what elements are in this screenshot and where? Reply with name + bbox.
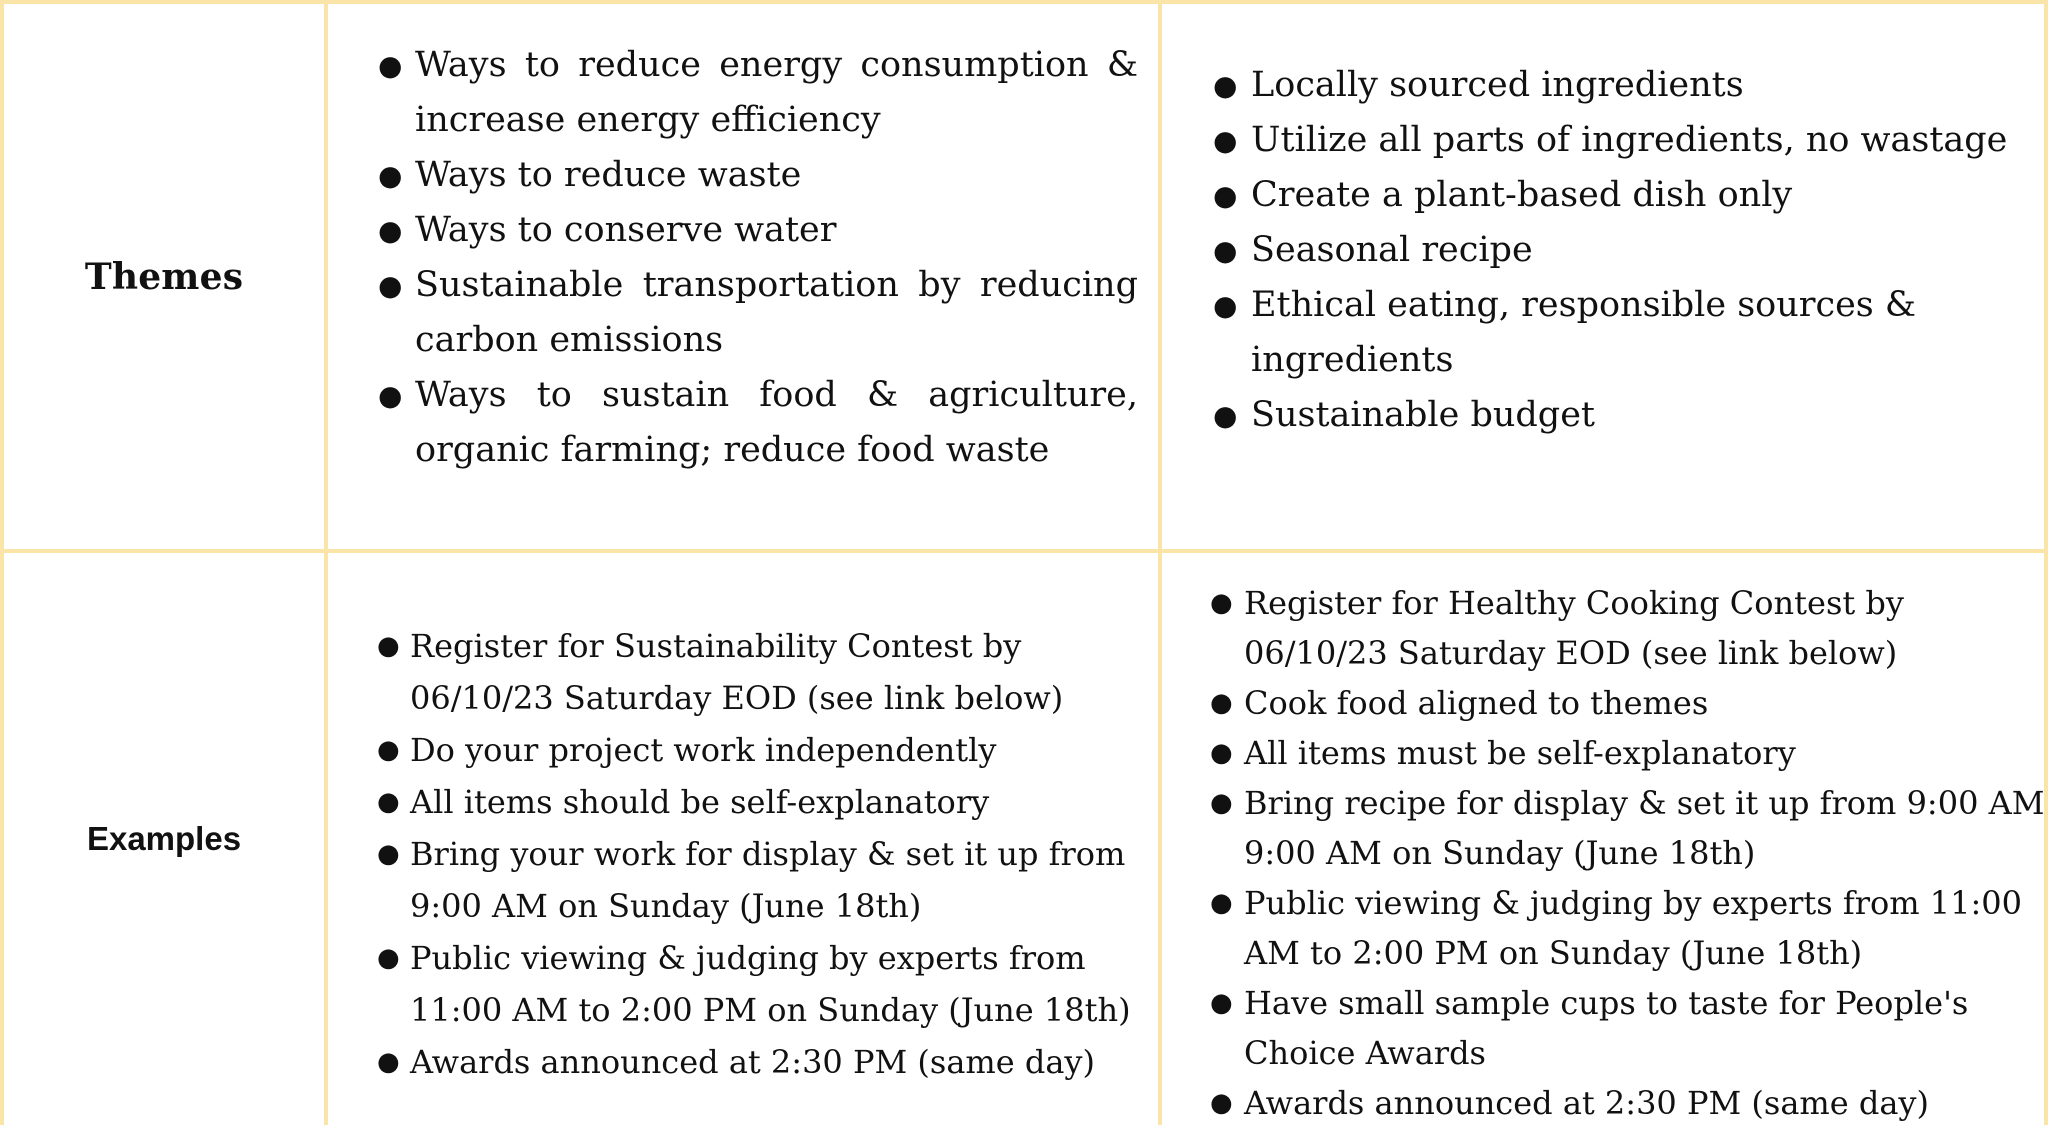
list-item: ● Create a plant-based dish only — [1213, 175, 1793, 215]
themes-cooking-list — [1213, 58, 2033, 443]
list-item: ● Utilize all parts of ingredients, no wastage — [1213, 120, 2008, 160]
list-item: ● Ways to sustain food & agriculture, organic farming; reduce food waste — [378, 375, 1138, 470]
list-item: ● Ways to conserve water — [378, 210, 837, 250]
examples-cooking-cell — [1210, 578, 2045, 1125]
list-item: ● Public viewing & judging by experts from 11:00 AM to 2:00 PM on Sunday (June 18th) — [377, 939, 1131, 1029]
list-item: ● Bring recipe for display & set it up from 9:00 AM 9:00 AM on Sunday (June 18th) — [1210, 784, 2045, 872]
list-item: ● Awards announced at 2:30 PM (same day) — [377, 1043, 1095, 1081]
list-item: ● Seasonal recipe — [1213, 230, 1533, 270]
list-item: ● Do your project work independently — [377, 731, 997, 769]
list-item: ● Ways to reduce energy consumption & increase energy efficiency — [378, 45, 1138, 140]
list-item: ● Have small sample cups to taste for People's Choice Awards — [1210, 984, 1969, 1072]
table-divider-middle — [1158, 0, 1162, 1125]
list-item: ● Public viewing & judging by experts from 11:00 AM to 2:00 PM on Sunday (June 18th) — [1210, 884, 2023, 972]
examples-sustainability-cell — [377, 620, 1147, 1100]
list-item: ● Awards announced at 2:30 PM (same day) — [1210, 1084, 1929, 1122]
row-label-themes — [4, 4, 324, 549]
list-item: ● Cook food aligned to themes — [1210, 684, 1709, 722]
examples-sustainability-list — [377, 620, 1147, 1088]
list-item: ● Ways to reduce waste — [378, 155, 802, 195]
row-label-text: Examples — [86, 820, 242, 857]
table-divider-label — [324, 0, 328, 1125]
list-item: ● Locally sourced ingredients — [1213, 65, 1744, 105]
row-label-examples — [4, 553, 324, 1125]
list-item: ● Ethical eating, responsible sources & ingredients — [1213, 285, 1917, 380]
list-item: ● Bring your work for display & set it up from 9:00 AM on Sunday (June 18th) — [377, 835, 1126, 925]
list-item: ● All items must be self-explanatory — [1210, 734, 1796, 772]
list-item: ● Register for Sustainability Contest by 06/10/23 Saturday EOD (see link below) — [377, 627, 1064, 717]
list-item: ● All items should be self-explanatory — [377, 783, 990, 821]
themes-sustainability-cell — [378, 38, 1138, 478]
list-item: ● Sustainable transportation by reducing carbon emissions — [378, 265, 1138, 360]
examples-cooking-list — [1210, 578, 2045, 1125]
themes-sustainability-list — [378, 38, 1138, 478]
row-label-text: Themes — [84, 255, 244, 298]
list-item: ● Register for Healthy Cooking Contest by 06/10/23 Saturday EOD (see link below) — [1210, 584, 1904, 672]
themes-cooking-cell — [1213, 58, 2033, 478]
list-item: ● Sustainable budget — [1213, 395, 1595, 435]
